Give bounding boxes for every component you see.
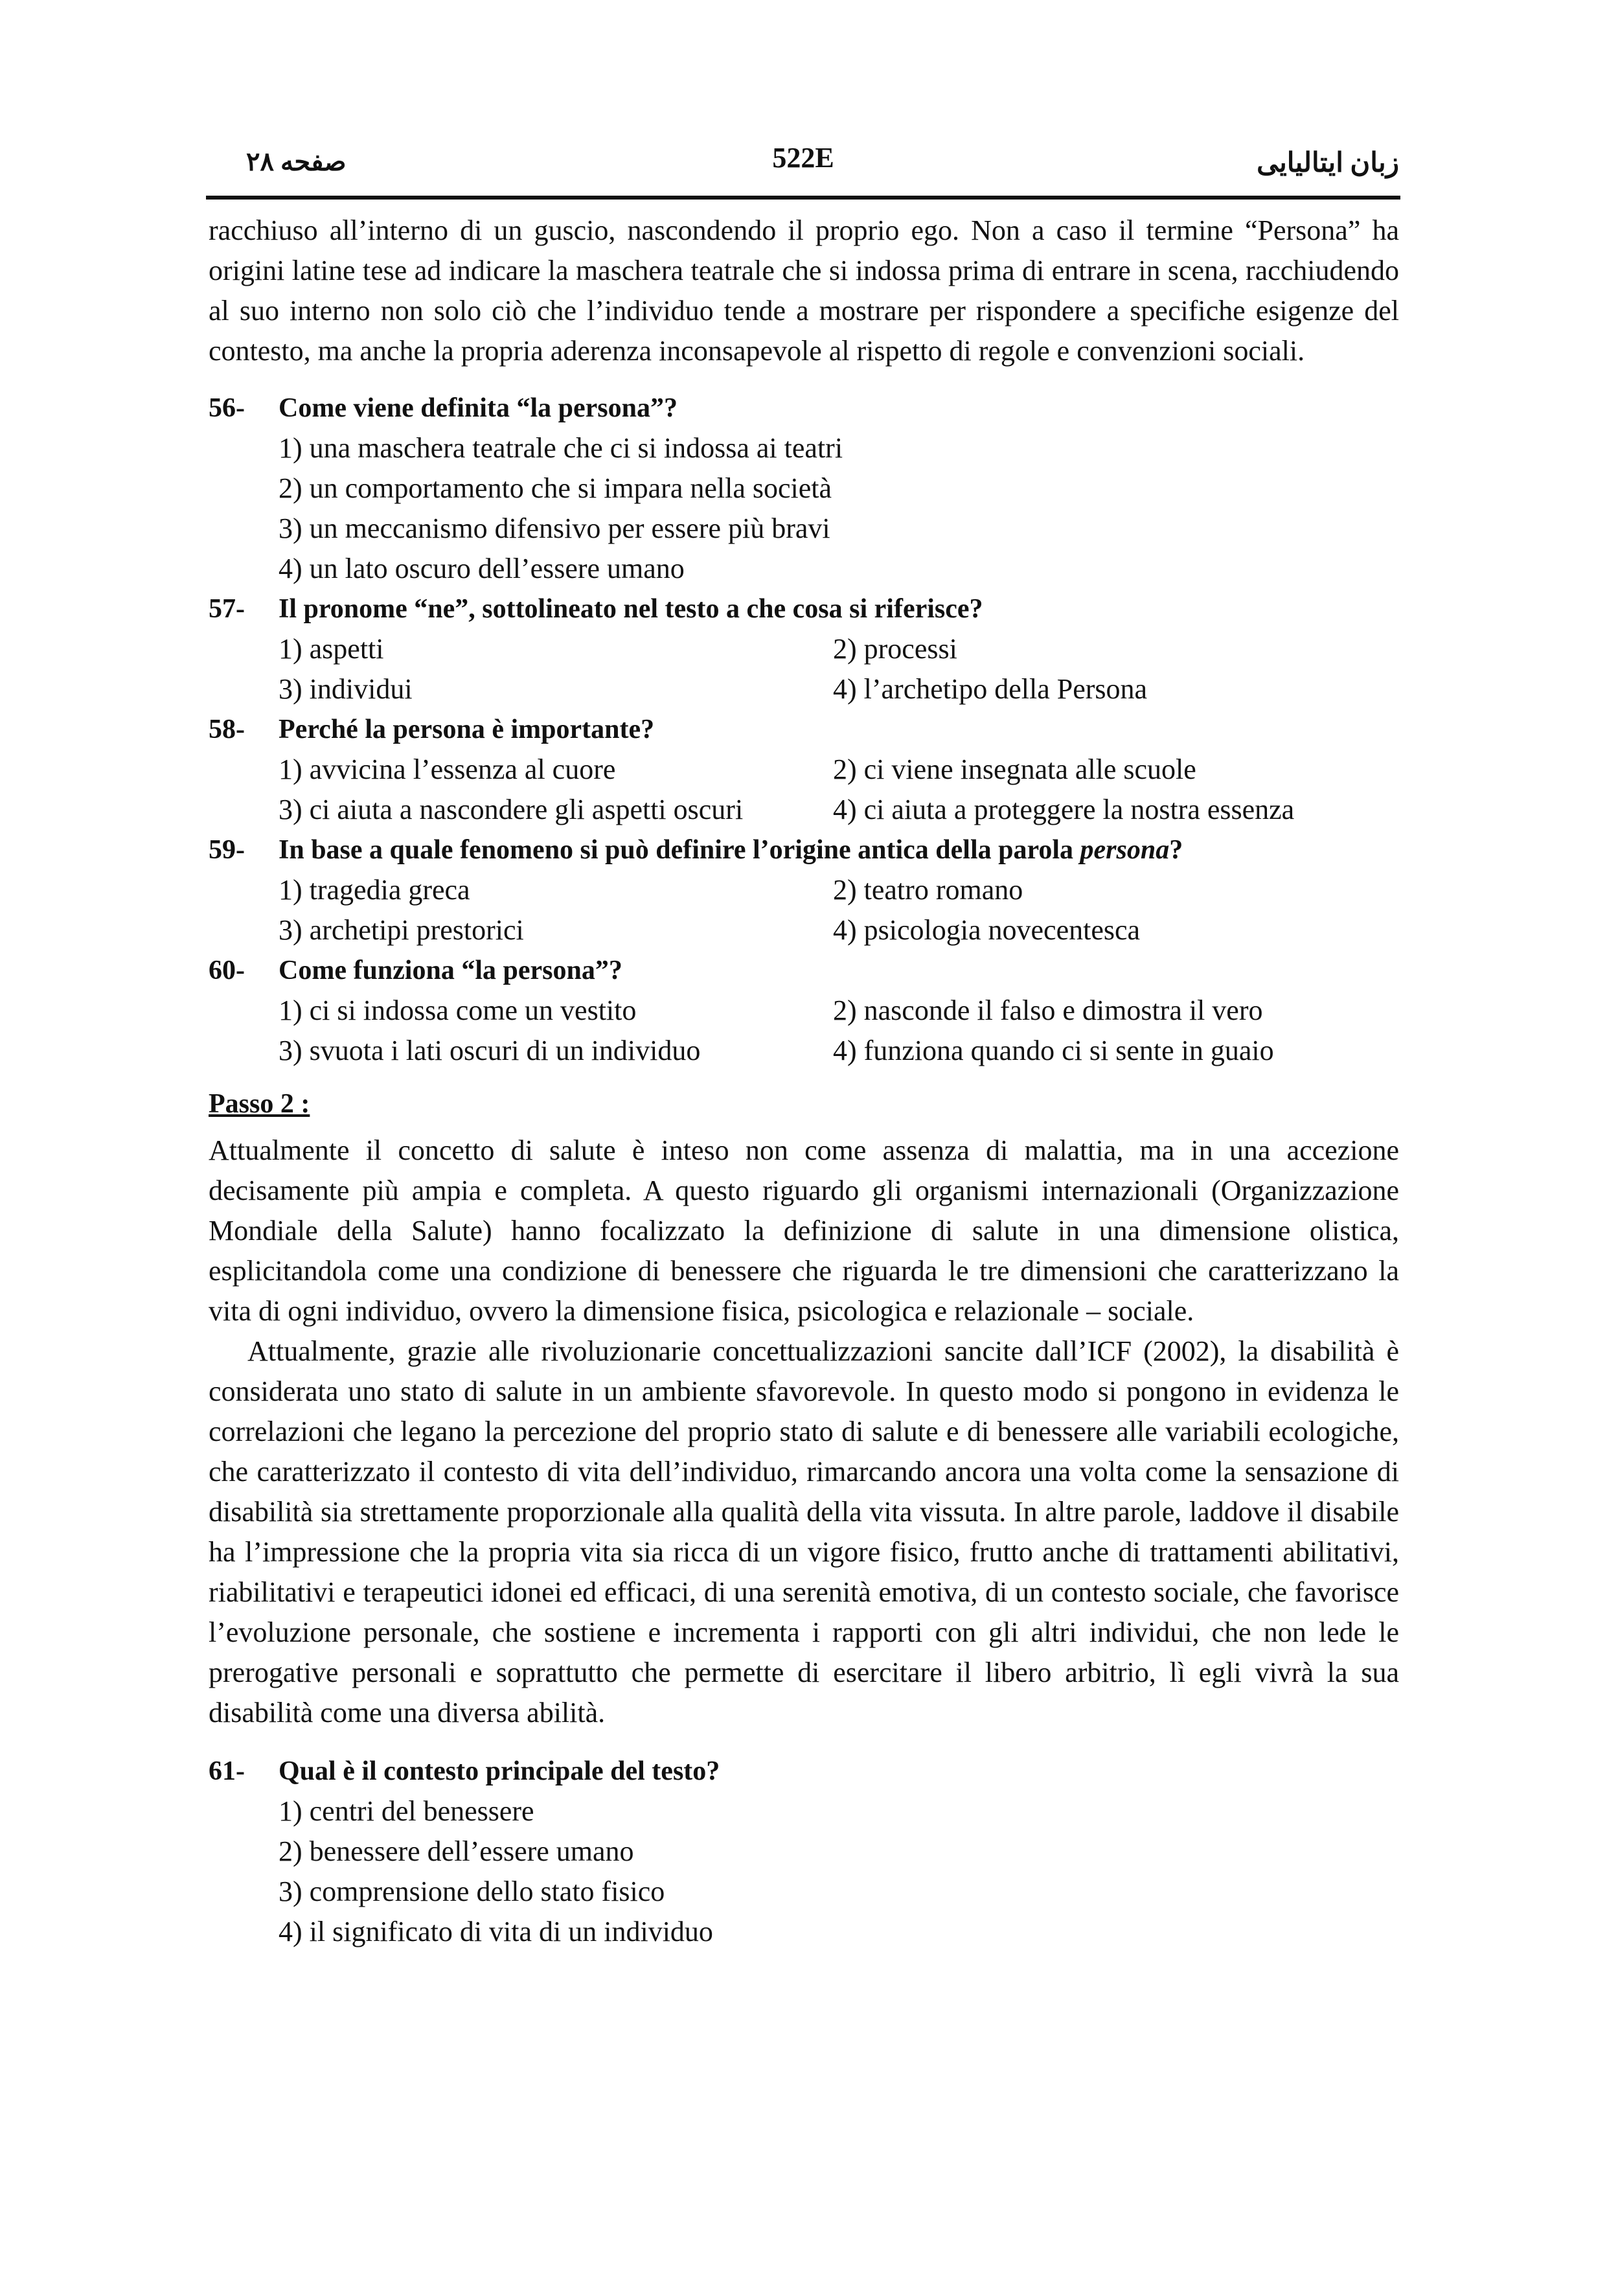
question-number: 56- (209, 393, 245, 423)
option[interactable]: 3) individui (279, 673, 413, 705)
question-59 (209, 830, 1399, 950)
options (209, 870, 1399, 950)
question-stem: Come viene definita “la persona”? (279, 393, 678, 423)
subject-label: زبان ایتالیایی (1257, 148, 1399, 178)
question-number: 61- (209, 1756, 245, 1786)
question-number: 57- (209, 594, 245, 624)
option[interactable]: 1) aspetti (279, 633, 384, 665)
option[interactable]: 2) processi (833, 633, 957, 665)
option[interactable]: 4) un lato oscuro dell’essere umano (279, 553, 685, 584)
question-stem: Qual è il contesto principale del testo? (279, 1756, 720, 1786)
option[interactable]: 1) avvicina l’essenza al cuore (279, 753, 616, 785)
option[interactable]: 3) ci aiuta a nascondere gli aspetti oscuri (279, 794, 744, 825)
option[interactable]: 3) comprensione dello stato fisico (279, 1876, 665, 1907)
option[interactable]: 4) il significato di vita di un individuo (279, 1916, 713, 1947)
option[interactable]: 4) l’archetipo della Persona (833, 673, 1148, 705)
question-number: 60- (209, 956, 245, 985)
option[interactable]: 3) svuota i lati oscuri di un individuo (279, 1035, 701, 1066)
passage-paragraph: Attualmente il concetto di salute è inteso non come assenza di malattia, ma in una accezione decisamente più ampia e completa. A questo riguardo gli organismi internazionali (Organizzazione Mondiale della Salute) hanno focalizzato la definizione di salute in una dimensione olistica, esplicitandola come una condizione di benessere che riguarda le tre dimensioni che caratterizzano la vita di ogni individuo, ovvero la dimensione fisica, psicologica e relazionale – sociale. (209, 1134, 1399, 1327)
question-stem: Il pronome “ne”, sottolineato nel testo a che cosa si riferisce? (279, 594, 983, 624)
passage-paragraph: Attualmente, grazie alle rivoluzionarie concettualizzazioni sancite dall’ICF (2002), la disabilità è considerata uno stato di salute in un ambiente sfavorevole. In questo modo si pongono in evidenza le correlazioni che legano la percezione del proprio stato di salute e di benessere alle variabili ecologiche, che caratterizzato il contesto di vita dell’individuo, rimarcando ancora una volta come la sensazione di disabilità sia strettamente proporzionale alla qualità della vita vissuta. In altre parole, laddove il disabile ha l’impressione che la propria vita sia ricca di un vigore fisico, frutto anche di trattamenti abilitativi, riabilitativi e terapeutici idonei ed efficaci, di una serenità emotiva, di un contesto sociale, che favorisce l’evoluzione personale, che sostiene e incrementa i rapporti con gli altri individui, che non lede le prerogative personali e soprattutto che permette di esercitare il libero arbitrio, lì egli vivrà la sua disabilità come una diversa abilità. (209, 1335, 1399, 1728)
option[interactable]: 2) un comportamento che si impara nella società (279, 472, 832, 504)
option[interactable]: 1) centri del benessere (279, 1795, 534, 1827)
page-content (209, 211, 1399, 1952)
option[interactable]: 2) benessere dell’essere umano (279, 1835, 634, 1867)
question-stem: In base a quale fenomeno si può definire l’origine antica della parola persona? (279, 835, 1183, 865)
option[interactable]: 1) una maschera teatrale che ci si indossa ai teatri (279, 432, 843, 464)
options (209, 991, 1399, 1071)
option[interactable]: 3) archetipi prestorici (279, 914, 524, 946)
question-58 (209, 709, 1399, 830)
header-divider (206, 196, 1400, 200)
question-stem: Come funziona “la persona”? (279, 956, 622, 985)
intro-paragraph: racchiuso all’interno di un guscio, nascondendo il proprio ego. Non a caso il termine “Persona” ha origini latine tese ad indicare la maschera teatrale che si indossa prima di entrare in scena, racchiudendo al suo interno non solo ciò che l’individuo tende a mostrare per rispondere a specifiche esigenze del contesto, ma anche la propria aderenza inconsapevole al rispetto di regole e convenzioni sociali. (209, 214, 1399, 367)
option[interactable]: 3) un meccanismo difensivo per essere più bravi (279, 512, 830, 544)
question-number: 59- (209, 835, 245, 865)
italic-word: persona (1080, 835, 1170, 865)
options (209, 750, 1399, 830)
option[interactable]: 4) psicologia novecentesca (833, 914, 1141, 946)
option[interactable]: 2) teatro romano (833, 874, 1023, 906)
option[interactable]: 1) tragedia greca (279, 874, 470, 906)
option[interactable]: 2) ci viene insegnata alle scuole (833, 753, 1196, 785)
page-header (207, 141, 1399, 187)
question-56 (209, 388, 1399, 589)
passage-title: Passo 2 : (209, 1089, 310, 1119)
option[interactable]: 2) nasconde il falso e dimostra il vero (833, 994, 1263, 1026)
page-number-label: صفحه ۲۸ (246, 147, 347, 176)
options (209, 1791, 1399, 1952)
exam-code: 522E (772, 142, 834, 174)
options (209, 629, 1399, 709)
question-57 (209, 589, 1399, 709)
option[interactable]: 1) ci si indossa come un vestito (279, 994, 637, 1026)
options (209, 428, 1399, 589)
question-number: 58- (209, 715, 245, 744)
question-60 (209, 950, 1399, 1071)
question-stem: Perché la persona è importante? (279, 715, 655, 744)
question-61 (209, 1751, 1399, 1952)
option[interactable]: 4) funziona quando ci si sente in guaio (833, 1035, 1274, 1066)
option[interactable]: 4) ci aiuta a proteggere la nostra essenza (833, 794, 1295, 825)
